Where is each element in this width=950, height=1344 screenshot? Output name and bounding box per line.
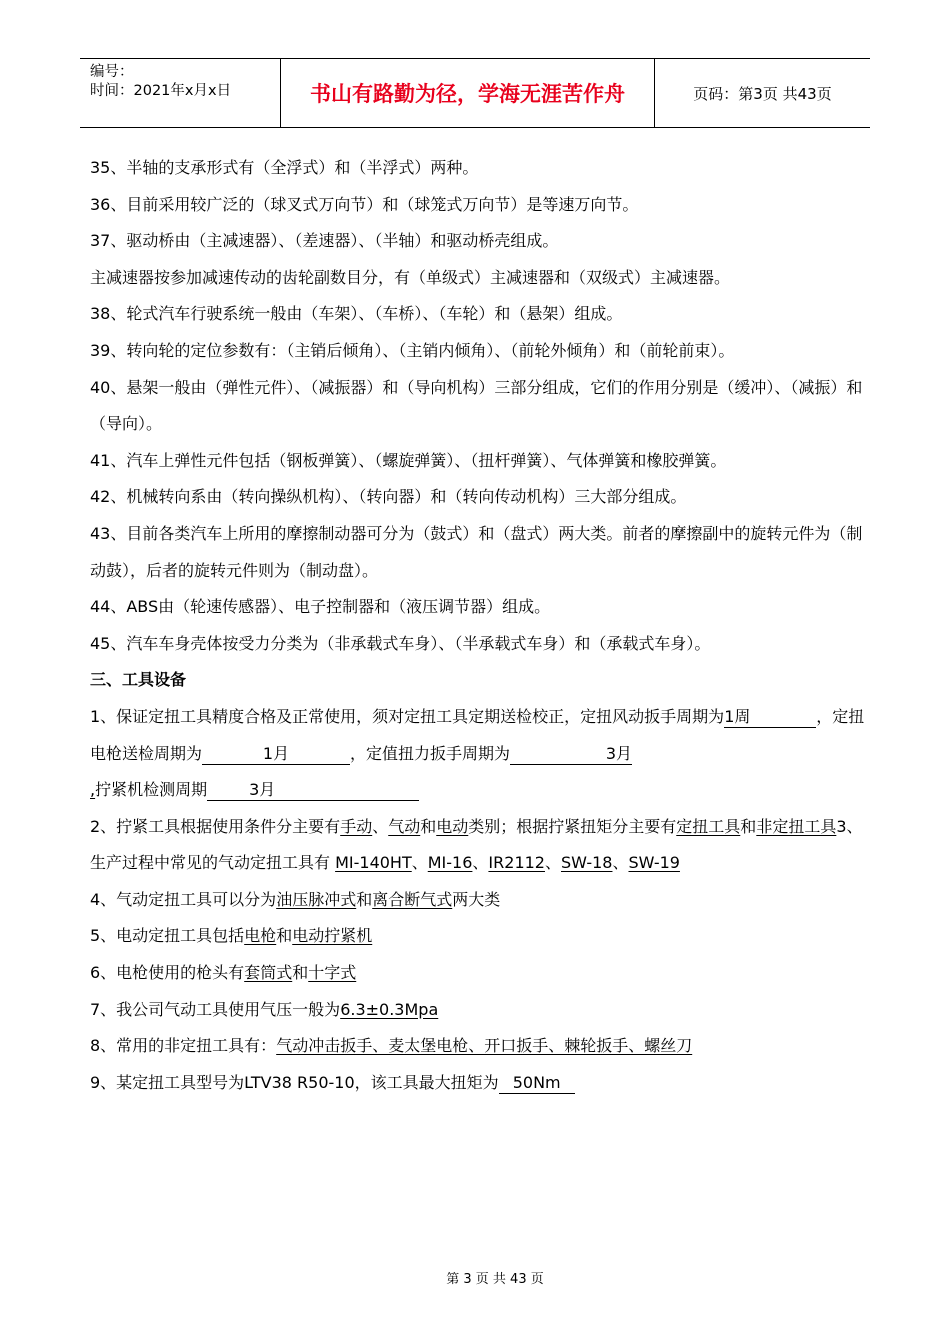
q5-answer: 电动拧紧机 bbox=[292, 926, 373, 946]
q1-answer-blank bbox=[510, 744, 632, 765]
q5-text: 和 bbox=[276, 926, 293, 946]
q1-comma: , bbox=[90, 780, 96, 800]
document-time-label: 时间：2021年x月x日 bbox=[90, 83, 232, 99]
question-43: 43、目前各类汽车上所用的摩擦制动器可分为（鼓式）和（盘式）两大类。前者的摩擦副中的旋转元件为（制动鼓），后者的旋转元件则为（制动盘）。 bbox=[90, 523, 863, 580]
q2-answer: 手动 bbox=[340, 816, 373, 836]
tool-question-4 bbox=[90, 882, 865, 919]
question-37-continuation: 主减速器按参加减速传动的齿轮副数目分，有（单级式）主减速器和（双级式）主减速器。 bbox=[90, 267, 731, 287]
q1-answer: 1月 bbox=[262, 743, 290, 763]
q2-text: 2、拧紧工具根据使用条件分主要有 bbox=[90, 816, 341, 836]
q1-text: ，定扭电枪送检周期为 bbox=[90, 706, 865, 763]
q3-answer: MI-140HT bbox=[335, 853, 412, 873]
q1-text: 1、保证定扭工具精度合格及正常使用，须对定扭工具定期送检校正，定扭风动扳手周期为 bbox=[90, 706, 725, 726]
q2-answer: 非定扭工具 bbox=[756, 816, 837, 836]
tool-question-9 bbox=[90, 1065, 865, 1102]
q7-text: 7、我公司气动工具使用气压一般为 bbox=[90, 999, 341, 1019]
tool-question-2 bbox=[90, 809, 865, 882]
q2-text: 和 bbox=[740, 816, 757, 836]
tool-question-7 bbox=[90, 992, 865, 1029]
q4-answer: 油压脉冲式 bbox=[276, 889, 357, 909]
question-35: 35、半轴的支承形式有（全浮式）和（半浮式）两种。 bbox=[90, 158, 479, 177]
q1-answer-blank bbox=[202, 744, 350, 765]
q3-text: 、 bbox=[411, 853, 428, 873]
q4-answer: 离合断气式 bbox=[372, 889, 453, 909]
q1-answer: 3月 bbox=[249, 780, 276, 800]
q3-answer: SW-19 bbox=[628, 853, 680, 873]
q3-answer: MI-16 bbox=[427, 853, 473, 873]
question-39: 39、转向轮的定位参数有：（主销后倾角）、（主销内倾角）、（前轮外倾角）和（前轮前束）。 bbox=[90, 340, 735, 360]
q7-answer: 6.3±0.3Mpa bbox=[340, 999, 439, 1019]
page-footer: 第 3 页 共 43 页 bbox=[446, 1272, 544, 1287]
page-header bbox=[80, 58, 870, 128]
q9-text: 9、某定扭工具型号为LTV38 R50-10，该工具最大扭矩为 bbox=[90, 1072, 499, 1092]
document-body bbox=[90, 150, 865, 1101]
q3-text: 、 bbox=[472, 853, 489, 873]
q8-answer: 气动冲击扳手、麦太堡电枪、开口扳手、棘轮扳手、螺丝刀 bbox=[276, 1036, 693, 1056]
question-41: 41、汽车上弹性元件包括（钢板弹簧）、（螺旋弹簧）、（扭杆弹簧）、气体弹簧和橡胶弹簧。 bbox=[90, 450, 727, 470]
q3-text: 、 bbox=[544, 853, 561, 873]
header-meta bbox=[90, 63, 231, 101]
q6-text: 和 bbox=[292, 963, 309, 983]
q2-text: 类别；根据拧紧扭矩分主要有 bbox=[468, 816, 677, 836]
q5-text: 5、电动定扭工具包括 bbox=[90, 926, 245, 946]
tool-question-5 bbox=[90, 918, 865, 955]
q2-text: 、 bbox=[372, 816, 389, 836]
q4-text: 两大类 bbox=[452, 889, 501, 909]
q3-answer: SW-18 bbox=[561, 853, 613, 873]
q4-text: 4、气动定扭工具可以分为 bbox=[90, 889, 277, 909]
q1-answer: 3月 bbox=[605, 743, 633, 763]
q6-text: 6、电枪使用的枪头有 bbox=[90, 963, 245, 983]
q4-text: 和 bbox=[356, 889, 373, 909]
q2-text: 和 bbox=[420, 816, 437, 836]
q3-text: 3、生产过程中常见的气动定扭工具有 bbox=[90, 816, 863, 873]
question-38: 38、轮式汽车行驶系统一般由（车架）、（车桥）、（车轮）和（悬架）组成。 bbox=[90, 304, 623, 324]
q1-text: ，定值扭力扳手周期为 bbox=[350, 743, 511, 763]
question-45: 45、汽车车身壳体按受力分类为（非承载式车身）、（半承载式车身）和（承载式车身）。 bbox=[90, 633, 711, 653]
q2-answer: 电动 bbox=[436, 816, 469, 836]
q2-answer: 定扭工具 bbox=[676, 816, 741, 836]
question-44: 44、ABS由（轮速传感器）、电子控制器和（液压调节器）组成。 bbox=[90, 597, 551, 617]
q1-answer-blank bbox=[207, 780, 419, 801]
q8-text: 8、常用的非定扭工具有： bbox=[90, 1036, 277, 1056]
document-number-label: 编号： bbox=[90, 64, 134, 80]
q9-answer: 50Nm bbox=[512, 1072, 561, 1092]
q6-answer: 套筒式 bbox=[244, 963, 293, 983]
q1-answer-blank bbox=[724, 707, 816, 728]
tool-question-6 bbox=[90, 955, 865, 992]
tool-question-8 bbox=[90, 1028, 865, 1065]
section-title: 三、工具设备 bbox=[90, 670, 187, 690]
q3-text: 、 bbox=[612, 853, 629, 873]
question-36: 36、目前采用较广泛的（球叉式万向节）和（球笼式万向节）是等速万向节。 bbox=[90, 194, 639, 214]
q9-answer-blank bbox=[499, 1073, 575, 1094]
q6-answer: 十字式 bbox=[308, 963, 357, 983]
header-page-info: 页码：第3页 共43页 bbox=[693, 84, 832, 103]
question-40: 40、悬架一般由（弹性元件）、（减振器）和（导向机构）三部分组成，它们的作用分别是（缓冲）、（减振）和（导向）。 bbox=[90, 377, 863, 434]
q1-answer: 1周 bbox=[724, 706, 751, 726]
q5-answer: 电枪 bbox=[244, 926, 277, 946]
q1-text: 拧紧机检测周期 bbox=[95, 780, 208, 800]
tool-question-1 bbox=[90, 699, 865, 809]
q2-answer: 气动 bbox=[388, 816, 421, 836]
question-37: 37、驱动桥由（主减速器）、（差速器）、（半轴）和驱动桥壳组成。 bbox=[90, 231, 559, 251]
q3-answer: IR2112 bbox=[488, 853, 545, 873]
header-motto: 书山有路勤为径，学海无涯苦作舟 bbox=[310, 82, 625, 106]
question-42: 42、机械转向系由（转向操纵机构）、（转向器）和（转向传动机构）三大部分组成。 bbox=[90, 487, 687, 507]
